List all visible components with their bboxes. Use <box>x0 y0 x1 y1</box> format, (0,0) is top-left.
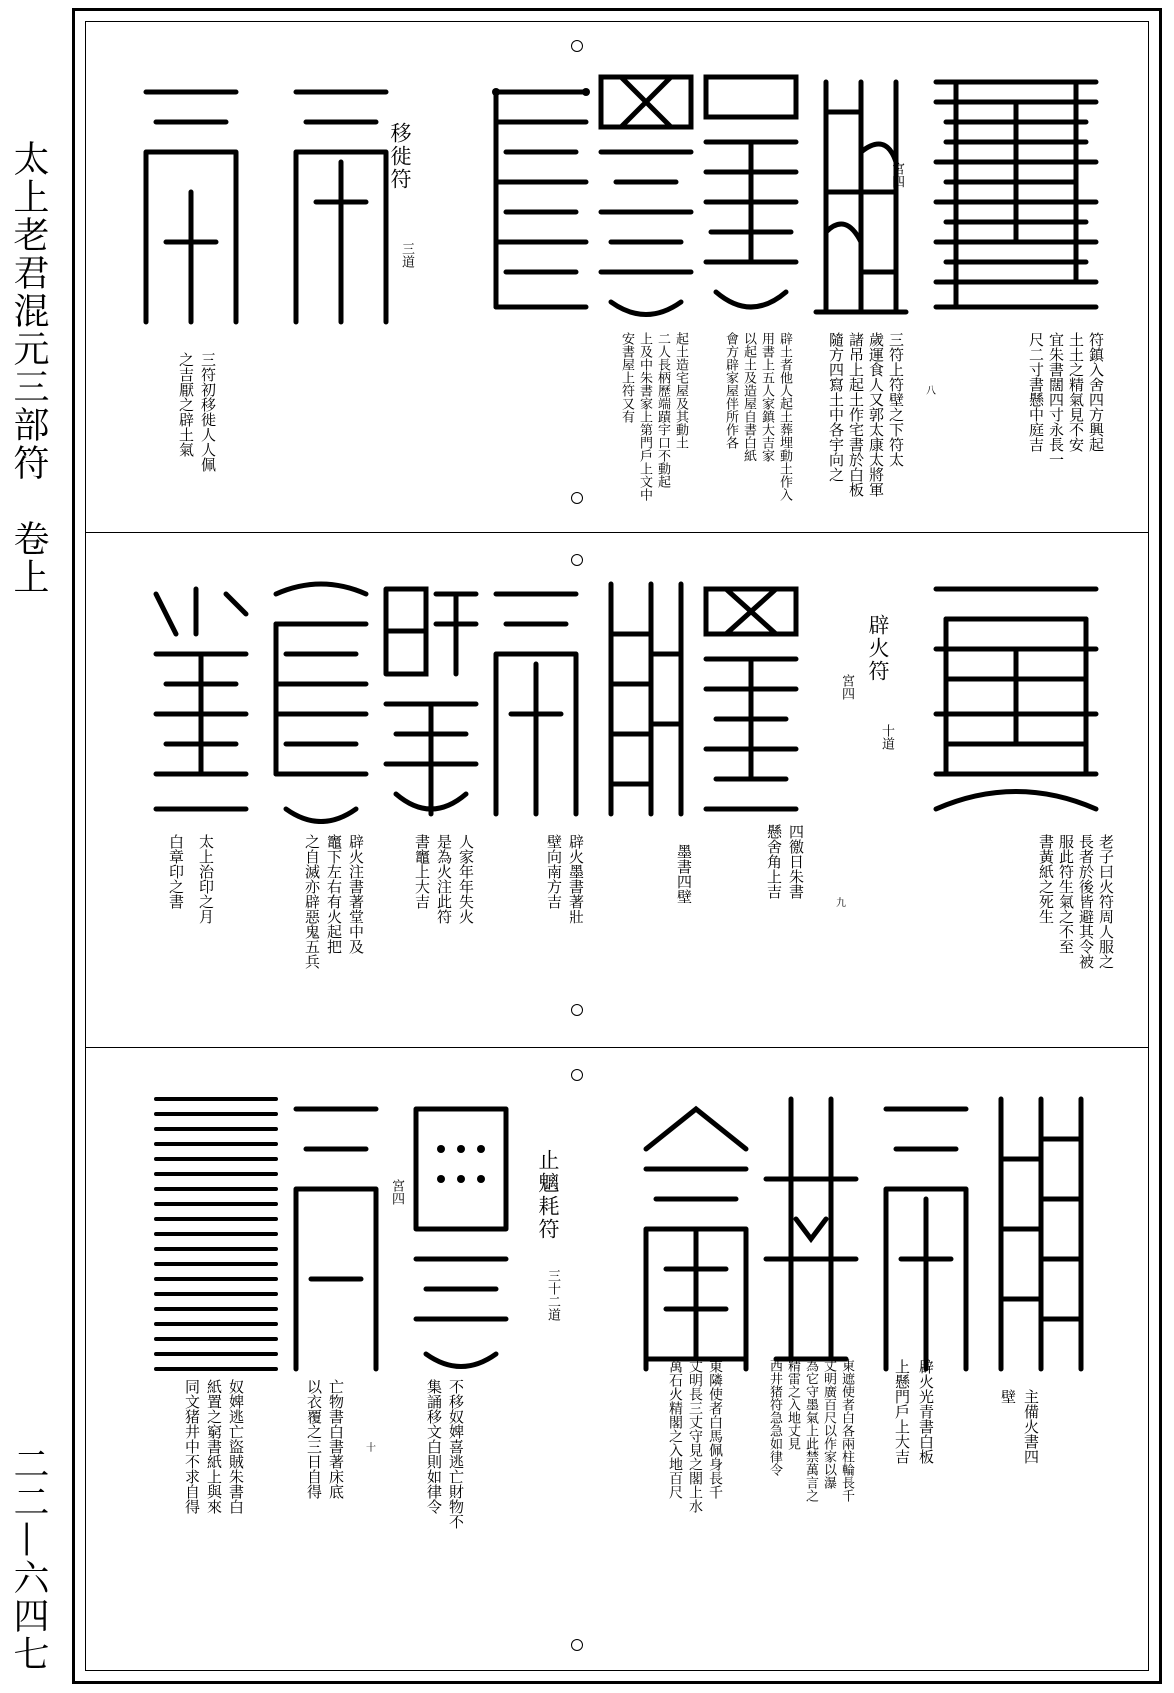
note-text: 精雷之入地丈見 <box>785 1359 800 1450</box>
note-text: 尺二寸書懸中庭吉 <box>1027 332 1045 452</box>
talisman-glyph <box>591 62 701 322</box>
talisman-count: 三十二道 <box>545 1269 560 1321</box>
talisman-glyph <box>286 1089 386 1379</box>
panel-loss-stopping-talismans <box>86 1049 1148 1669</box>
talisman-glyph <box>406 1089 516 1379</box>
talisman-count: 十道 <box>879 724 894 750</box>
talisman-count: 三道 <box>399 242 414 268</box>
note-text: 東隣使者白馬佩身長千 <box>707 1359 723 1499</box>
note-text: 辟火墨書著壯 <box>567 834 585 924</box>
note-text: 以起土及造屋自書白紙 <box>741 332 756 462</box>
note-text: 四徼日朱書 <box>787 824 805 899</box>
side-page-number: 二二—六四七 <box>8 1445 49 1673</box>
talisman-glyph <box>136 72 246 332</box>
note-text: 是為火注此符 <box>435 834 453 924</box>
note-text: 太上治印之月 <box>197 834 215 924</box>
talisman-title: 止魑耗符 <box>536 1149 560 1241</box>
margin-mark: 宮四 <box>389 1179 404 1205</box>
note-text: 懸舍角上吉 <box>765 824 783 899</box>
note-text: 紙置之窮書紙上與來 <box>205 1379 223 1514</box>
note-text: 上及中朱書家上第門戶上文中 <box>637 332 652 501</box>
note-text: 丈明長三丈守見之閣上水 <box>687 1359 703 1513</box>
ring-mark <box>571 554 583 566</box>
talisman-glyph <box>486 574 586 824</box>
margin-mark: 宮四 <box>839 674 854 700</box>
talisman-glyph <box>376 574 486 824</box>
note-text: 之吉厭之辟土氣 <box>177 352 195 457</box>
note-text: 書黃紙之死生 <box>1037 834 1055 924</box>
note-text: 主備火書四 <box>1022 1389 1040 1464</box>
note-text: 用書上五人家鎮大吉家 <box>759 332 774 462</box>
ring-mark <box>571 1639 583 1651</box>
talisman-glyph <box>926 52 1106 322</box>
note-text: 歲運食人又郭太康太將軍 <box>867 332 885 497</box>
ring-mark <box>571 492 583 504</box>
panel-moving-talismans <box>86 22 1148 532</box>
note-text: 墨書四壁 <box>675 844 693 904</box>
note-text: 書竈上大吉 <box>413 834 431 909</box>
note-text: 之自滅亦辟惡鬼五兵 <box>303 834 321 969</box>
note-text: 服此符生氣之不至 <box>1057 834 1075 954</box>
page-inner-frame <box>85 21 1149 1671</box>
page-frame <box>72 8 1162 1684</box>
note-text: 老子曰火符周人服之 <box>1097 834 1115 969</box>
talisman-glyph <box>286 72 396 332</box>
note-text: 東遮使者白各兩柱輪長千 <box>839 1359 854 1502</box>
ring-mark <box>571 40 583 52</box>
note-text: 以衣覆之三日自得 <box>305 1379 323 1499</box>
talisman-glyph <box>806 72 916 322</box>
note-text: 人家年年失火 <box>457 834 475 924</box>
note-text: 長者於後皆避其令被 <box>1077 834 1095 969</box>
talisman-glyph <box>696 574 806 824</box>
note-text: 白章印之書 <box>167 834 185 909</box>
talisman-glyph <box>636 1089 756 1379</box>
note-text: 三符上符壁之下符太 <box>887 332 905 467</box>
note-text: 為它守墨氣上此禁萬言之 <box>803 1359 818 1502</box>
panel-divider <box>86 532 1148 533</box>
note-text: 丈明廣百尺以作家以瀑 <box>821 1359 836 1489</box>
talisman-title: 辟火符 <box>866 614 890 683</box>
note-text: 會方辟家屋伴所作各 <box>723 332 738 449</box>
talisman-glyph <box>146 574 256 824</box>
note-text: 壁向南方吉 <box>545 834 563 909</box>
note-text: 三符初移徙人人佩 <box>199 352 217 472</box>
note-text: 辟火注書著堂中及 <box>347 834 365 954</box>
note-text: 宜朱書闊四寸永長一 <box>1047 332 1065 467</box>
talisman-glyph <box>266 574 376 824</box>
margin-mark: 八 <box>926 386 936 397</box>
talisman-glyph <box>486 72 596 322</box>
margin-mark: 十 <box>366 1443 376 1454</box>
note-text: 萬石火精閣之入地百尺 <box>667 1359 683 1499</box>
note-text: 安書屋上符又有 <box>619 332 634 423</box>
note-text: 同文猪井中不求自得 <box>183 1379 201 1514</box>
panel-fire-warding-talismans <box>86 534 1148 1042</box>
note-text: 辟土者他人起土葬埋動土作入 <box>777 332 792 501</box>
note-text: 土土之精氣見不安 <box>1067 332 1085 452</box>
side-title: 太上老君混元三部符 卷上 <box>8 140 49 596</box>
talisman-glyph <box>926 574 1106 824</box>
note-text: 上懸門戶上大吉 <box>893 1359 911 1464</box>
note-text: 壁 <box>999 1389 1017 1404</box>
talisman-glyph <box>986 1089 1096 1379</box>
note-text: 西井猪符急急如律令 <box>767 1359 782 1476</box>
note-text: 竈下左右有火起把 <box>325 834 343 954</box>
panel-divider <box>86 1047 1148 1048</box>
note-text: 二人長柄歷端蹟宇口不動起 <box>655 332 670 488</box>
note-text: 諸吊上起土作宅書於白板 <box>847 332 865 497</box>
talisman-glyph <box>591 574 691 824</box>
note-text: 起土造宅屋及其動土 <box>673 332 688 449</box>
margin-mark: 九 <box>836 898 846 909</box>
talisman-title: 移徙符 <box>388 122 412 191</box>
talisman-glyph <box>146 1089 286 1379</box>
note-text: 集誦移文白則如律令 <box>425 1379 443 1514</box>
note-text: 不移奴婢喜逃亡財物不 <box>447 1379 465 1529</box>
note-text: 奴婢逃亡盜賊朱書白 <box>227 1379 245 1514</box>
note-text: 隨方四寫土中各宇向之 <box>827 332 845 482</box>
talisman-glyph <box>696 62 806 322</box>
note-text: 符鎮入舍四方興起 <box>1087 332 1105 452</box>
margin-mark: 宮四 <box>889 162 904 188</box>
talisman-glyph <box>756 1089 866 1379</box>
ring-mark <box>571 1004 583 1016</box>
note-text: 亡物書白書著床底 <box>327 1379 345 1499</box>
ring-mark <box>571 1069 583 1081</box>
talisman-glyph <box>876 1089 976 1379</box>
note-text: 辟火光青書白板 <box>917 1359 935 1464</box>
